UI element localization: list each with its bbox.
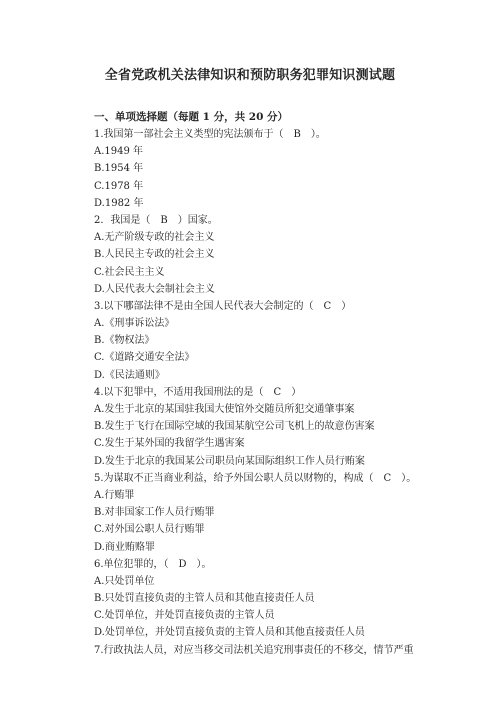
option-2c: C.社会民主主义 xyxy=(94,266,165,278)
option-3b: B.《物权法》 xyxy=(94,335,155,347)
question-1: 1.我国第一部社会主义类型的宪法颁布于（ B ）。 xyxy=(94,129,326,140)
question-7: 7.行政执法人员，对应当移交司法机关追究刑事责任的不移交，情节严重 xyxy=(94,644,414,656)
option-4b: B.发生于飞行在国际空域的我国某航空公司飞机上的故意伤害案 xyxy=(94,421,375,433)
option-3d: D.《民法通则》 xyxy=(94,369,165,381)
option-2d: D.人民代表大会制社会主义 xyxy=(94,283,215,295)
option-4c: C.发生于某外国的我留学生遇害案 xyxy=(94,438,245,450)
option-2a: A.无产阶级专政的社会主义 xyxy=(94,232,215,244)
document-title: 全省党政机关法律知识和预防职务犯罪知识测试题 xyxy=(104,68,396,83)
option-6c: C.处罚单位，并处罚直接负责的主管人员 xyxy=(94,610,275,622)
document-content xyxy=(94,108,464,659)
question-2: 2．我国是（ B ）国家。 xyxy=(94,214,218,226)
option-6b: B.只处罚直接负责的主管人员和其他直接责任人员 xyxy=(94,593,315,605)
option-2b: B.人民民主专政的社会主义 xyxy=(94,249,215,261)
option-5a: A.行贿罪 xyxy=(94,489,135,501)
option-4a: A.发生于北京的某国驻我国大使馆外交随员所犯交通肇事案 xyxy=(94,404,355,415)
question-4: 4.以下犯罪中，不适用我国刑法的是（ C ） xyxy=(94,386,302,398)
option-6d: D.处罚单位，并处罚直接负责的主管人员和其他直接责任人员 xyxy=(94,627,365,639)
question-5: 5.为谋取不正当商业利益，给予外国公职人员以财物的，构成（ C ）。 xyxy=(94,472,417,484)
option-4d: D.发生于北京的我国某公司职员向某国际组织工作人员行贿案 xyxy=(94,455,365,467)
option-6a: A.只处罚单位 xyxy=(94,575,155,587)
option-5d: D.商业贿赂罪 xyxy=(94,541,155,553)
option-1a: A.1949 年 xyxy=(94,146,144,158)
option-1d: D.1982 年 xyxy=(94,197,144,209)
option-5b: B.对非国家工作人员行贿罪 xyxy=(94,507,215,519)
option-5c: C.对外国公职人员行贿罪 xyxy=(94,524,205,536)
option-3c: C.《道路交通安全法》 xyxy=(94,352,195,364)
option-1c: C.1978 年 xyxy=(94,180,144,192)
question-6: 6.单位犯罪的，（ D ）。 xyxy=(94,558,212,570)
option-1b: B.1954 年 xyxy=(94,163,144,175)
option-3a: A.《刑事诉讼法》 xyxy=(94,318,175,330)
question-3: 3.以下哪部法律不是由全国人民代表大会制定的（ C ） xyxy=(94,300,352,312)
section-heading: 一、单项选择题（每题 1 分，共 20 分） xyxy=(94,111,289,123)
